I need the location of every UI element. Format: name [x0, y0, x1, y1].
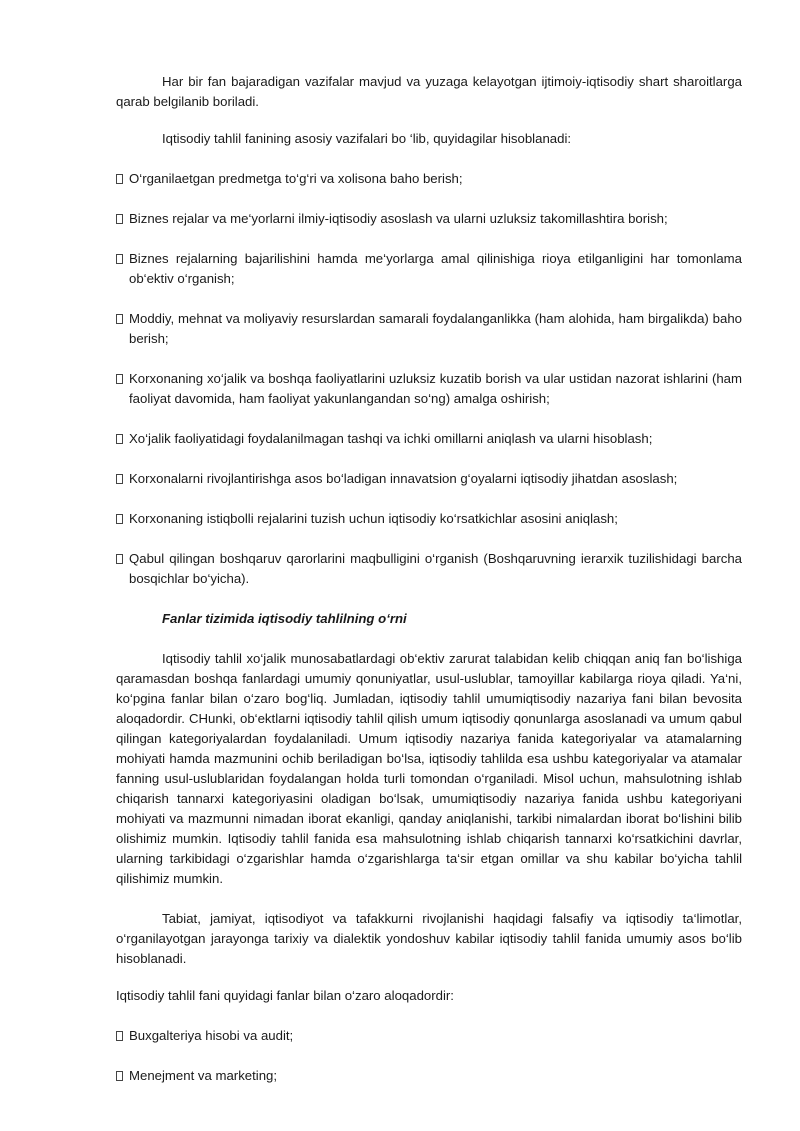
paragraph-intro: Har bir fan bajaradigan vazifalar mavjud va yuzaga kelayotgan ijtimoiy-iqtisodiy shart sharoitlarga qarab belgilanib boriladi. [116, 74, 742, 109]
bullet-icon [116, 514, 123, 524]
bullet-icon [116, 254, 123, 264]
list-item: Moddiy, mehnat va moliyaviy resurslardan samarali foydalanganlikka (ham alohida, ham birgalikda) baho berish; [116, 309, 742, 349]
paragraph-relations: Iqtisodiy tahlil xo‘jalik munosabatlardagi ob‘ektiv zarurat talabidan kelib chiqqan aniq fan bo‘lishiga qaramasdan boshqa fanlardagi umumiy qonuniyatlar, usul-uslublar, tamoyillar kabilarga rioya qiladi. Ya‘ni, ko‘pgina fanlar bilan o‘zaro bog‘liq. Jumladan, iqtisodiy tahlil umumiqtisodiy nazariya fani bilan bevosita aloqadordir. CHunki, ob‘ektlarni iqtisodiy tahlil qilish umum iqtisodiy qonunlarga asoslanadi va umum qabul qilingan kategoriyalardan foydalaniladi. Umum iqtisodiy nazariya fanida kategoriyalar va atamalarning mohiyati hamda mazmunini ochib beriladigan bo‘lsa, iqtisodiy tahlilda esa ushbu kategoriyalar va atamalar fanning usul-uslublaridan foydalangan holda turli tomondan o‘rganiladi. Misol uchun, mahsulotning ishlab chiqarish tannarxi kategoriyasini oladigan bo‘lsak, umumiqtisodiy nazariya fanida ushbu kategoriyani mohiyati va mazmunni nimadan iborat ekanligi, qanday aniqlanishi, tarkibi nimalardan iborat bo‘lishini bilib olishimiz mumkin. Iqtisodiy tahlil fanida esa mahsulotning ishlab chiqarish tannarxi ko‘rsatkichini davrlar, ularning tarkibidagi o‘zgarishlar hamda o‘zgarishlarga ta‘sir etgan omillar va shu kabilar bo‘yicha tahlil qilishimiz mumkin. [116, 651, 742, 886]
list-item: Buxgalteriya hisobi va audit; [116, 1026, 742, 1046]
bullet-icon [116, 474, 123, 484]
list-item: Korxonaning xo‘jalik va boshqa faoliyatlarini uzluksiz kuzatib borish va ular ustidan nazorat ishlarini (ham faoliyat davomida, ham faoliyat yakunlangandan so‘ng) amalga oshirish; [116, 369, 742, 409]
list-item: Korxonaning istiqbolli rejalarini tuzish uchun iqtisodiy ko‘rsatkichlar asosini aniqlash; [116, 509, 742, 529]
bullet-icon [116, 1031, 123, 1041]
list-item: Xo‘jalik faoliyatidagi foydalanilmagan tashqi va ichki omillarni aniqlash va ularni hisoblash; [116, 429, 742, 449]
paragraph-related-lead: Iqtisodiy tahlil fani quyidagi fanlar bilan o‘zaro aloqadordir: [116, 988, 454, 1003]
bullet-icon [116, 374, 123, 384]
list-item: Biznes rejalar va me‘yorlarni ilmiy-iqtisodiy asoslash va ularni uzluksiz takomillashtira borish; [116, 209, 742, 229]
bullet-icon [116, 174, 123, 184]
list-item: Korxonalarni rivojlantirishga asos bo‘ladigan innavatsion g‘oyalarni iqtisodiy jihatdan asoslash; [116, 469, 742, 489]
bullet-icon [116, 1071, 123, 1081]
bullet-icon [116, 434, 123, 444]
section-heading: Fanlar tizimida iqtisodiy tahlilning o‘rni [162, 611, 407, 626]
list-item: Biznes rejalarning bajarilishini hamda me‘yorlarga amal qilinishiga rioya etilganligini har tomonlama ob‘ektiv o‘rganish; [116, 249, 742, 289]
bullet-icon [116, 554, 123, 564]
list-item: Menejment va marketing; [116, 1066, 742, 1086]
bullet-icon [116, 314, 123, 324]
bullet-icon [116, 214, 123, 224]
list-item: O‘rganilaetgan predmetga to‘g‘ri va xolisona baho berish; [116, 169, 742, 189]
list-item: Qabul qilingan boshqaruv qarorlarini maqbulligini o‘rganish (Boshqaruvning ierarxik tuzilishidagi barcha bosqichlar bo‘yicha). [116, 549, 742, 589]
paragraph-tasks-lead: Iqtisodiy tahlil fanining asosiy vazifalari bo ‘lib, quyidagilar hisoblanadi: [162, 131, 572, 146]
paragraph-foundations: Tabiat, jamiyat, iqtisodiyot va tafakkurni rivojlanishi haqidagi falsafiy va iqtisodiy ta‘limotlar, o‘rganilayotgan jarayonga tarixiy va dialektik yondoshuv kabilar iqtisodiy tahlil fanida umumiy asos bo‘lib hisoblanadi. [116, 911, 742, 966]
